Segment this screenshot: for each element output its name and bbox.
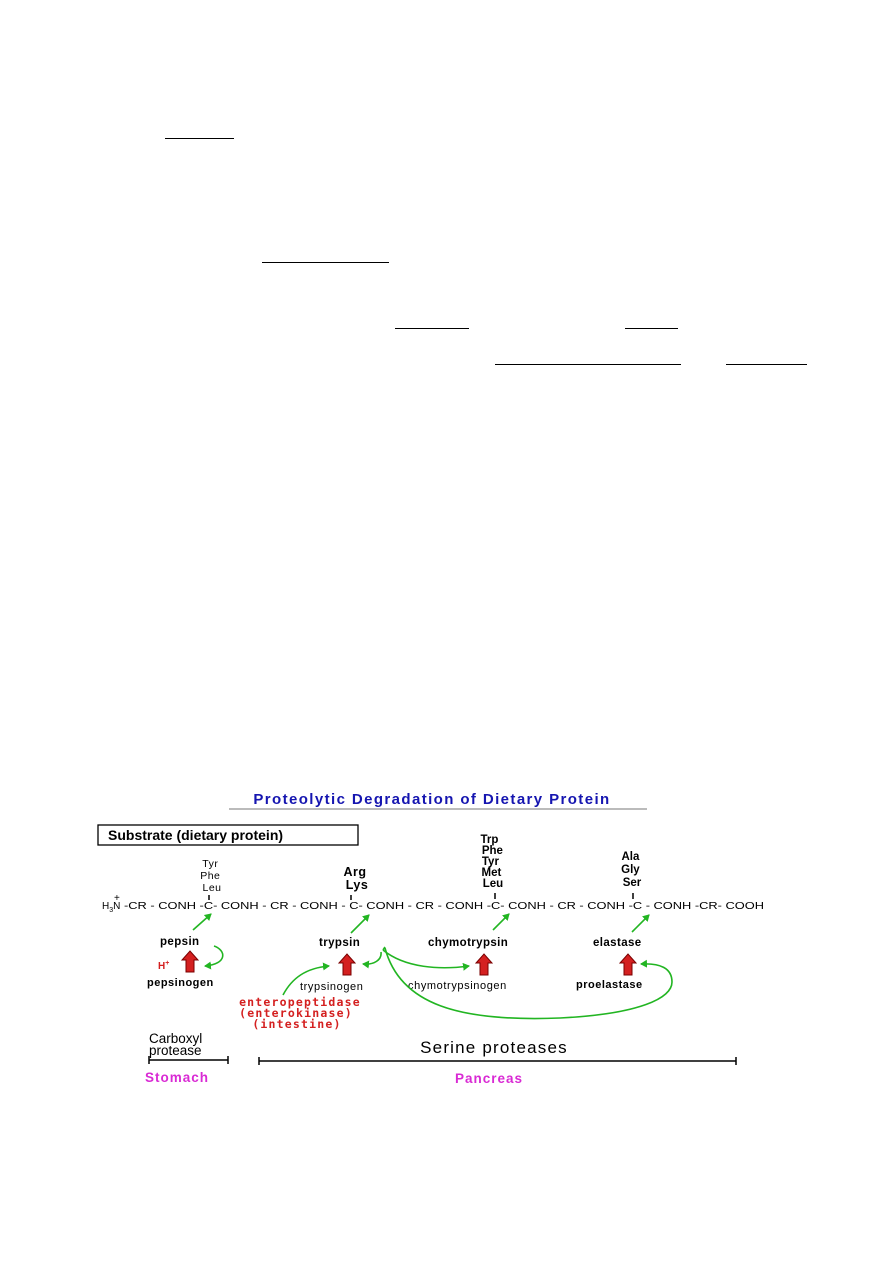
trypsin-autocatalysis-arrow [363,952,381,964]
class-carboxyl: Carboxyl protease [149,1031,203,1058]
chymotrypsinogen-activation-arrow [476,954,492,975]
chymotrypsin-cleave-arrow [493,914,509,930]
pepsin-site-aa: Tyr Phe Leu [200,858,222,894]
peptide-chain-h3n: $H_3N$ [102,901,121,914]
zymogen-proelastase: proelastase [576,979,643,991]
peptide-chain-plus: + [114,893,120,904]
zymogen-chymotrypsinogen: chymotrypsinogen [408,980,507,992]
enzyme-chymotrypsin: chymotrypsin [428,937,509,949]
trypsinogen-activation-arrow [339,954,355,975]
proelastase-activation-arrow [620,954,636,975]
pepsin-cleave-arrow [193,914,211,930]
zymogen-trypsinogen: trypsinogen [300,981,364,993]
h-plus-label: H+ [158,960,170,972]
activator-intestine: (intestine) [252,1017,342,1031]
trypsin-site-aa: Arg Lys [343,865,369,892]
zymogen-pepsinogen: pepsinogen [147,977,214,989]
trypsin-cleave-arrow [351,915,369,933]
diagram-title: Proteolytic Degradation of Dietary Protein [253,791,611,808]
enzyme-trypsin: trypsin [319,937,361,949]
class-serine: Serine proteases [420,1038,568,1057]
chymotrypsin-site-aa: Trp Phe Tyr Met Leu [480,834,504,890]
pepsinogen-activation-arrow [182,951,198,972]
activator-enterokinase: (enterokinase) [239,1006,353,1020]
enzyme-elastase: elastase [593,937,642,949]
activator-enteropeptidase: enteropeptidase [239,995,361,1009]
substrate-label: Substrate (dietary protein) [108,827,284,843]
organ-pancreas: Pancreas [454,1071,524,1086]
enzyme-pepsin: pepsin [160,936,200,948]
elastase-site-aa: Ala Gly Ser [621,851,642,889]
pepsin-autocatalysis-arrow [205,946,223,966]
elastase-cleave-arrow [632,915,649,932]
trypsin-to-chymotrypsinogen-arrow [383,950,469,968]
peptide-chain-sequence: -CR - CONH -C- CONH - CR - CONH - C- CONH - CR - CONH -C- CONH - CR - CONH -C - CONH -CR- COOH [124,901,764,912]
organ-stomach: Stomach [145,1070,210,1085]
